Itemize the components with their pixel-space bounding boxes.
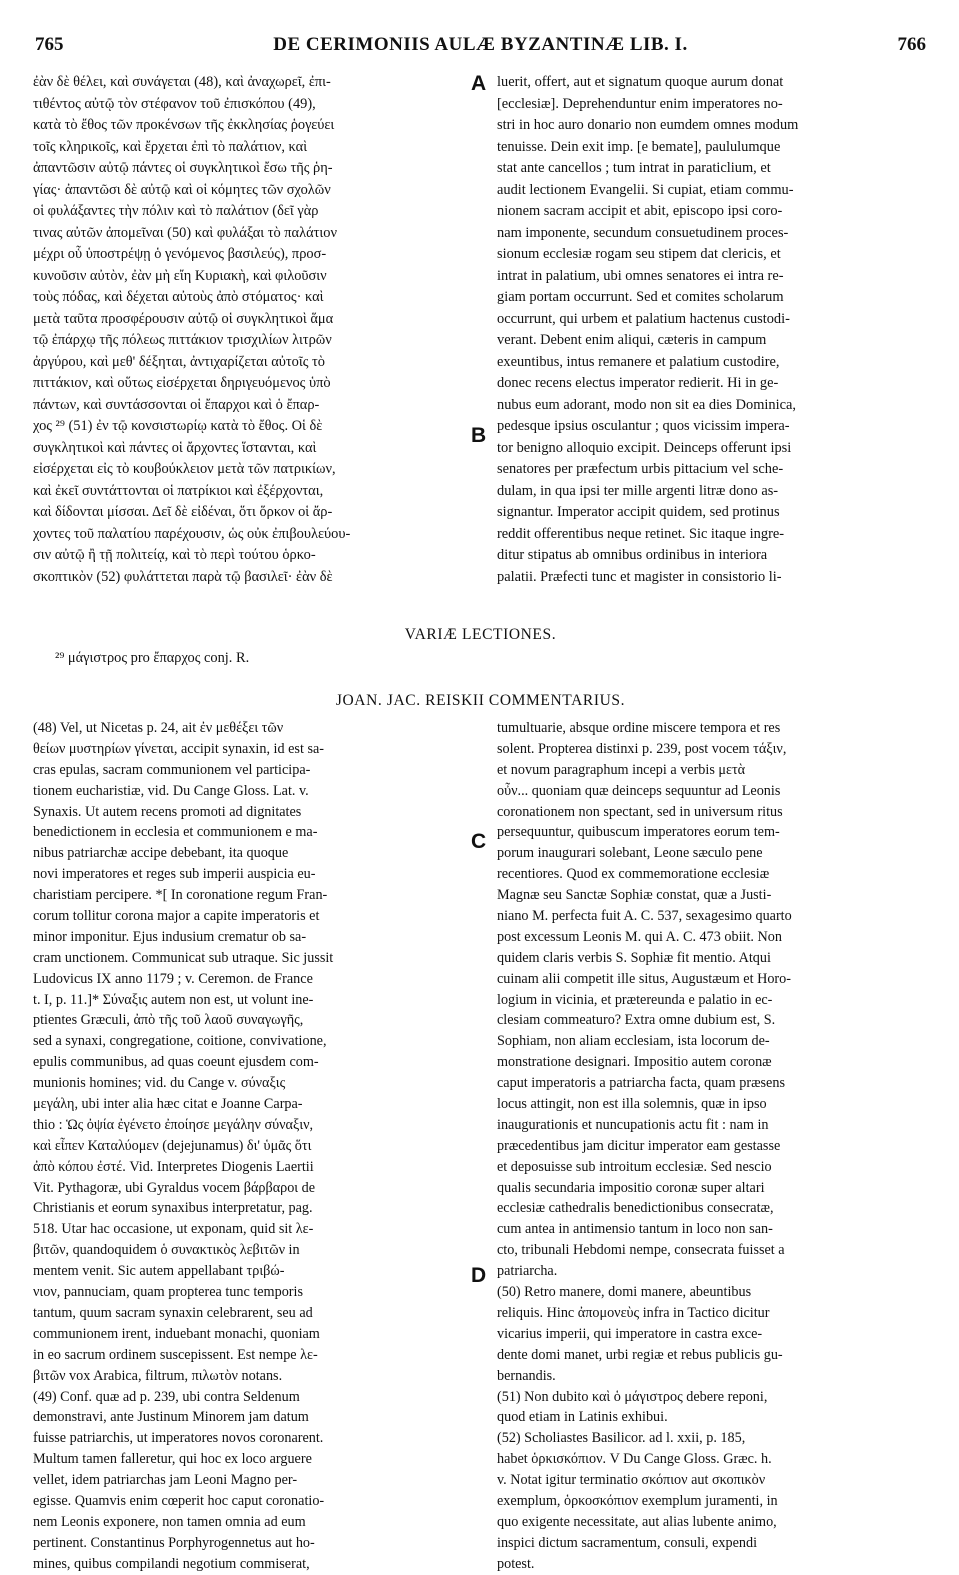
commentary-line: Christianis et eorum synaxibus interpretatur, pag. [33,1200,313,1217]
latin-text-line: nionem sacram accipit et abit, episcopo ipsi coro- [497,203,783,219]
commentary-line: cram unctionem. Communicat sub utraque. Sic jussit [33,949,334,966]
greek-text-line: ἐὰν δὲ θέλει, καὶ συνάγεται (48), καὶ ἀναχωρεῖ, ἐπι- [33,74,331,90]
commentary-line: βιτῶν vox Arabica, filtrum, πιλωτὸν notans. [33,1367,283,1384]
commentary-line: (48) Vel, ut Nicetas p. 24, ait ἐν μεθέξει τῶν [33,720,284,736]
variae-lectiones-heading: VARIÆ LECTIONES. [404,626,557,643]
latin-text-line: nubus eum adorant, modo non sit ea dies Dominica, [497,396,796,413]
commentary-heading: JOAN. JAC. REISKII COMMENTARIUS. [335,692,626,709]
greek-text-line: εἰσέρχεται εἰς τὸ κουβούκλειον μετὰ τῶν πατρικίων, [33,461,336,477]
commentary-line: potest. [497,1555,535,1572]
latin-text-line: occurrunt, qui urbem et palatium hactenus custodi- [497,310,790,327]
greek-text-line: σιν αὐτῷ ἢ τῇ πολιτείᾳ, καὶ τὸ περὶ τούτου ὁρκο- [33,547,316,563]
commentary-line: ἀπὸ κόπου ἐστέ. Vid. Interpretes Diogenis Laertii [33,1158,314,1175]
commentary-line: cto, tribunali Hebdomi nempe, consecrata fuisset a [497,1242,785,1259]
commentary-line: (50) Retro manere, domi manere, abeuntibus [497,1284,752,1301]
commentary-line: 518. Utar hac occasione, ut exponam, quid sit λε- [33,1221,314,1238]
commentary-line: mentem venit. Sic autem appellabant τριβώ- [33,1263,285,1280]
commentary-line: (51) Non dubito καὶ ὁ μάγιστρος debere reponi, [497,1388,768,1405]
latin-text-line: sionum ecclesiæ rogam seu stipem dat clericis, et [497,246,781,262]
greek-text-line: τῷ ἐπάρχῳ τῆς πόλεως πιττάκιον τρισχιλίων λιτρῶν [33,332,332,348]
greek-text-line: ἀργύρου, καὶ μεθ' δέξηται, ἀντιχαρίζεται αὐτοῖς τὸ [33,353,325,370]
latin-text-line: tenuisse. Dein exit imp. [e bemate], paululumque [497,138,781,155]
commentary-line: (52) Scholiastes Basilicor. ad l. xxii, p. 185, [497,1430,746,1447]
latin-text-line: giam portam occurrunt. Sed et comites scholarum [497,289,784,305]
commentary-line: niano M. perfecta fuit A. C. 537, sexagesimo quarto [497,908,792,925]
commentary-line: cuinam alii competit ille situs, Augustæum et Horo- [497,970,791,987]
commentary-line: porum inaugurari solebant, Leone sæculo pene [497,845,763,862]
commentary-line: Synaxis. Ut autem recens promoti ad dignitates [33,803,302,820]
latin-text-line: ditur stipatus ab omnibus ordinibus in interiora [497,547,768,563]
greek-text-line: τιθέντος αὐτῷ τὸν στέφανον τοῦ ἐπισκόπου (49), [33,95,316,112]
commentary-line: quod etiam in Latinis exhibui. [497,1409,668,1426]
latin-text-line: pedesque ipsius osculantur ; quos vicissim impera- [497,418,790,434]
commentary-line: nibus patriarchæ accipe debebant, ita quoque [33,845,289,862]
latin-text-line: verant. Debent enim aliqui, cæteris in campum [497,332,767,348]
latin-text-line: [ecclesiæ]. Deprehenduntur enim imperatores no- [497,95,783,112]
commentary-line: minor imponitur. Ejus indusium crematur ob sa- [33,928,307,945]
commentary-line: coronationem non spectant, sed in universum ritus [497,803,783,820]
commentary-line: Multum tamen falleretur, qui hoc ex loco arguere [33,1451,312,1468]
greek-text-column [33,72,465,588]
commentary-line: μεγάλη, ubi inter alia hæc citat e Joanne Carpa- [33,1096,303,1113]
section-marker-a: A [471,72,487,95]
commentary-line: nem Leonis exponere, non tamen omnia ad eum [33,1513,306,1530]
greek-text-line: μέχρι οὗ ὑποστρέψῃ ὁ γενόμενος βασιλεύς), προσ- [33,246,327,262]
commentary-line: monstratione designari. Impositio autem coronæ [497,1054,772,1071]
commentary-line: solent. Propterea distinxi p. 239, post vocem τάξιν, [497,740,787,757]
commentary-line: habet ὁρκισκόπιον. V Du Cange Gloss. Græc. h. [497,1451,772,1468]
commentary-line: bernandis. [497,1367,556,1384]
greek-text-line: σκοπτικὸν (52) φυλάττεται παρὰ τῷ βασιλεῖ· ἐὰν δὲ [33,568,333,585]
commentary-line: egisse. Quamvis enim cœperit hoc caput coronatio- [33,1492,325,1509]
commentary-line: quidem claris verbis S. Sophiæ fit mentio. Atqui [497,949,771,966]
commentary-line: θείων μυστηρίων γίνεται, accipit synaxin, id est sa- [33,740,324,757]
commentary-line: v. Notat igitur terminatio σκόπιον aut σκοπικὸν [497,1472,766,1489]
latin-text-line: donec recens electus imperator redierit. Hi in ge- [497,375,779,391]
commentary-line: et deposuisse sub introitum ecclesiæ. Sed nescio [497,1158,772,1175]
commentary-left-column [33,718,465,1575]
commentary-line: tantum, quum sacram synaxin celebrarent, seu ad [33,1304,313,1321]
latin-text-line: audit lectionem Evangelii. Si cupiat, etiam commu- [497,181,794,198]
book-page [33,32,928,1572]
section-marker-c: C [471,830,487,853]
commentary-line: patriarcha. [497,1263,558,1280]
commentary-line: et novum paragraphum incepi a verbis μετὰ [497,761,746,778]
latin-text-line: exeuntibus, intus remanere et palatium custodire, [497,353,780,370]
commentary-line: νιον, pannuciam, quam propterea tunc temporis [33,1284,303,1301]
commentary-line: thio : Ὡς ὀψία ἐγένετο ἐποίησε μεγάλην σύναξιν, [33,1116,314,1133]
commentary-line: caput imperatoris a patriarcha facta, quam præsens [497,1075,785,1092]
commentary-line: καὶ εἶπεν Καταλύομεν (dejejunamus) δι' ὑμᾶς ὅτι [33,1137,312,1154]
commentary-line: recentiores. Quod ex commemoratione ecclesiæ [497,866,770,883]
greek-text-line: χος ²⁹ (51) ἐν τῷ κονσιστωρίῳ κατὰ τὸ ἔθος. Οἱ δὲ [33,418,323,434]
commentary-right-column [497,718,928,1575]
commentary-line: communionem irent, induebant monachi, quoniam [33,1325,320,1342]
commentary-line: præcedentibus jam dicitur imperator eam gestasse [497,1137,781,1154]
running-title: DE CERIMONIIS AULÆ BYZANTINÆ LIB. I. [273,34,688,55]
commentary-line: (49) Conf. quæ ad p. 239, ubi contra Seldenum [33,1388,300,1405]
commentary-line: charistiam percipere. *[ In coronatione regum Fran- [33,887,328,904]
commentary-line: οὖν... quoniam quæ deinceps sequuntur ad Leonis [497,782,781,799]
latin-text-line: stat ante cancellos ; tum intrat in paraticlium, et [497,160,771,176]
commentary-line: mines, quibus compilandi negotium commiserat, [33,1555,310,1572]
commentary-line: exemplum, ὁρκοσκόπιον exemplum juramenti, in [497,1492,778,1509]
latin-text-line: reddit offerentibus neque retinet. Sic itaque ingre- [497,525,785,542]
commentary-line: ecclesiæ cathedralis benedictionibus consecratæ, [497,1200,774,1217]
latin-translation-column [497,72,928,588]
commentary-line: vellet, idem patriarchas jam Leoni Magno per- [33,1472,298,1489]
commentary-line: demonstravi, ante Justinum Minorem jam datum [33,1409,309,1426]
commentary-line: cras epulas, sacram communionem vel participa- [33,761,311,778]
commentary-line: sed a synaxi, congregatione, coitione, convivatione, [33,1033,327,1050]
greek-text-line: τοῖς κληρικοῖς, καὶ ἔρχεται ἐπὶ τὸ παλάτιον, καὶ [33,138,308,155]
latin-text-line: luerit, offert, aut et signatum quoque aurum donat [497,74,784,90]
section-marker-d: D [471,1264,487,1287]
latin-text-line: dulam, in qua ipsi ter mille argenti litræ dono as- [497,482,779,499]
commentary-line: qualis secundaria impositio coronæ super altari [497,1179,765,1196]
commentary-line: benedictionem in ecclesia et communionem e ma- [33,824,318,841]
commentary-line: fuisse patriarchis, ut imperatores novos coronarent. [33,1430,324,1447]
greek-text-line: χοντες τοῦ παλατίου παρέχουσιν, ὡς οὐκ ἐπιβουλεύου- [33,525,351,542]
greek-text-line: μετὰ ταῦτα προσφέρουσιν αὐτῷ οἱ συγκλητικοὶ ἅμα [33,310,334,327]
commentary-line: epulis communibus, ad quas coeunt ejusdem com- [33,1054,319,1071]
commentary-line: post excessum Leonis M. qui A. C. 473 obiit. Non [497,928,782,945]
greek-text-line: συγκλητικοὶ καὶ πάντες οἱ ἄρχοντες ἵστανται, καὶ [33,439,317,456]
commentary-line: clesiam commeaturo? Extra omne dubium est, S. [497,1012,776,1029]
commentary-line: tumultuarie, absque ordine miscere tempora et res [497,720,781,736]
latin-text-line: signantur. Imperator accipit quidem, sed protinus [497,504,780,520]
latin-text-line: nam imponente, secundum consuetudinem proces- [497,224,789,241]
commentary-line: dente domi manet, urbi regiæ et rebus publicis gu- [497,1346,783,1363]
commentary-line: t. I, p. 11.]* Σύναξις autem non est, ut volunt ine- [33,991,314,1008]
commentary-line: Sophiam, non aliam ecclesiam, ista locorum de- [497,1033,770,1050]
commentary-line: logium in vicinia, et prætereunda e palatio in ec- [497,991,773,1008]
greek-text-line: πιττάκιον, καὶ οὕτως εἰσέρχεται δηριγευόμενος ὑπὸ [33,375,331,391]
commentary-line: novi imperatores et reges sub imperii auspicia eu- [33,866,316,883]
greek-text-line: πάντων, καὶ συντάσσονται οἱ ἔπαρχοι καὶ ὁ ἔπαρ- [33,396,320,413]
latin-text-line: senatores per præfectum urbis pittacium vel sche- [497,461,784,477]
greek-text-line: κυνοῦσιν αὐτὸν, ἐὰν μὴ εἴη Κυριακὴ, καὶ φιλοῦσιν [33,267,327,284]
commentary-line: locus attingit, non est illa solemnis, quæ in ipso [497,1096,767,1113]
commentary-line: inspici dictum sacramentum, consuli, expendi [497,1534,758,1551]
commentary-line: munionis homines; vid. du Cange v. σύναξις [33,1075,286,1092]
greek-text-line: καὶ ἐκεῖ συντάττονται οἱ πατρίκιοι καὶ ἐξέρχονται, [33,482,324,499]
variant-reading-note: ²⁹ μάγιστρος pro ἔπαρχος conj. R. [55,650,250,666]
commentary-line: cum antea in antimensio tantum in loco non san- [497,1221,773,1238]
commentary-line: inaugurationis et nuncupationis actu fit : nam in [497,1116,769,1133]
greek-text-line: τοὺς πόδας, καὶ δέχεται αὐτοὺς ἀπὸ στόματος· καὶ [33,289,324,305]
commentary-line: corum tollitur corona major a capite imperatoris et [33,908,320,925]
latin-text-line: palatii. Præfecti tunc et magister in consistorio li- [497,568,782,585]
commentary-line: vicarius imperii, qui imperatore in castra exce- [497,1325,763,1342]
latin-text-line: tor benigno alloquio excipit. Deinceps offerunt ipsi [497,439,792,456]
commentary-line: reliquis. Hinc ἀπομονεὺς infra in Tactico dicitur [497,1304,770,1321]
running-header [33,32,928,60]
commentary-line: in eo sacrum ordinem suscepissent. Est nempe λε- [33,1346,318,1363]
commentary-line: βιτῶν, quandoquidem ὁ συνακτικὸς λεβιτῶν in [33,1242,300,1259]
greek-text-line: ἀπαντῶσιν αὐτῷ πάντες οἱ συγκλητικοὶ ἔσω τῆς ῥη- [33,160,333,176]
commentary-line: pertinent. Constantinus Porphyrogennetus aut ho- [33,1534,315,1551]
commentary-line: Magnæ seu Sanctæ Sophiæ constat, quæ a Justi- [497,887,772,904]
commentary-line: ptientes Græculi, ἀπὸ τῆς τοῦ λαοῦ συναγωγῆς, [33,1012,304,1029]
greek-text-line: κατὰ τὸ ἔθος τῶν προκένσων τῆς ἐκκλησίας ῥογεύει [33,117,335,133]
latin-text-line: intrat in palatium, ubi omnes senatores ei intra re- [497,267,784,284]
greek-text-line: οἱ φυλάξαντες τὴν πόλιν καὶ τὸ παλάτιον (δεῖ γὰρ [33,203,319,219]
commentary-line: persequuntur, quibuscum imperatores eorum tem- [497,824,780,841]
page-number-left: 765 [35,34,64,55]
greek-text-line: καὶ δίδονται μίσσαι. Δεῖ δὲ εἰδέναι, ὅτι ὅρκον οἱ ἄρ- [33,504,333,520]
greek-text-line: τινας αὐτῶν ἀπομεῖναι (50) καὶ φυλάξαι τὸ παλάτιον [33,224,337,241]
section-marker-b: B [471,424,487,447]
commentary-line: quo exigente necessitate, aut alias lubente animo, [497,1513,777,1530]
commentary-line: tionem eucharistiæ, vid. Du Cange Gloss. Lat. v. [33,782,309,799]
commentary-line: Vit. Pythagoræ, ubi Gyraldus vocem βάρβαροι de [33,1179,316,1196]
commentary-line: Ludovicus IX anno 1179 ; v. Ceremon. de France [33,970,313,987]
latin-text-line: stri in hoc auro donario non eumdem omnes modum [497,117,799,133]
greek-text-line: γίας· ἀπαντῶσι δὲ αὐτῷ καὶ οἱ κόμητες τῶν σχολῶν [33,181,331,198]
page-number-right: 766 [897,34,926,55]
